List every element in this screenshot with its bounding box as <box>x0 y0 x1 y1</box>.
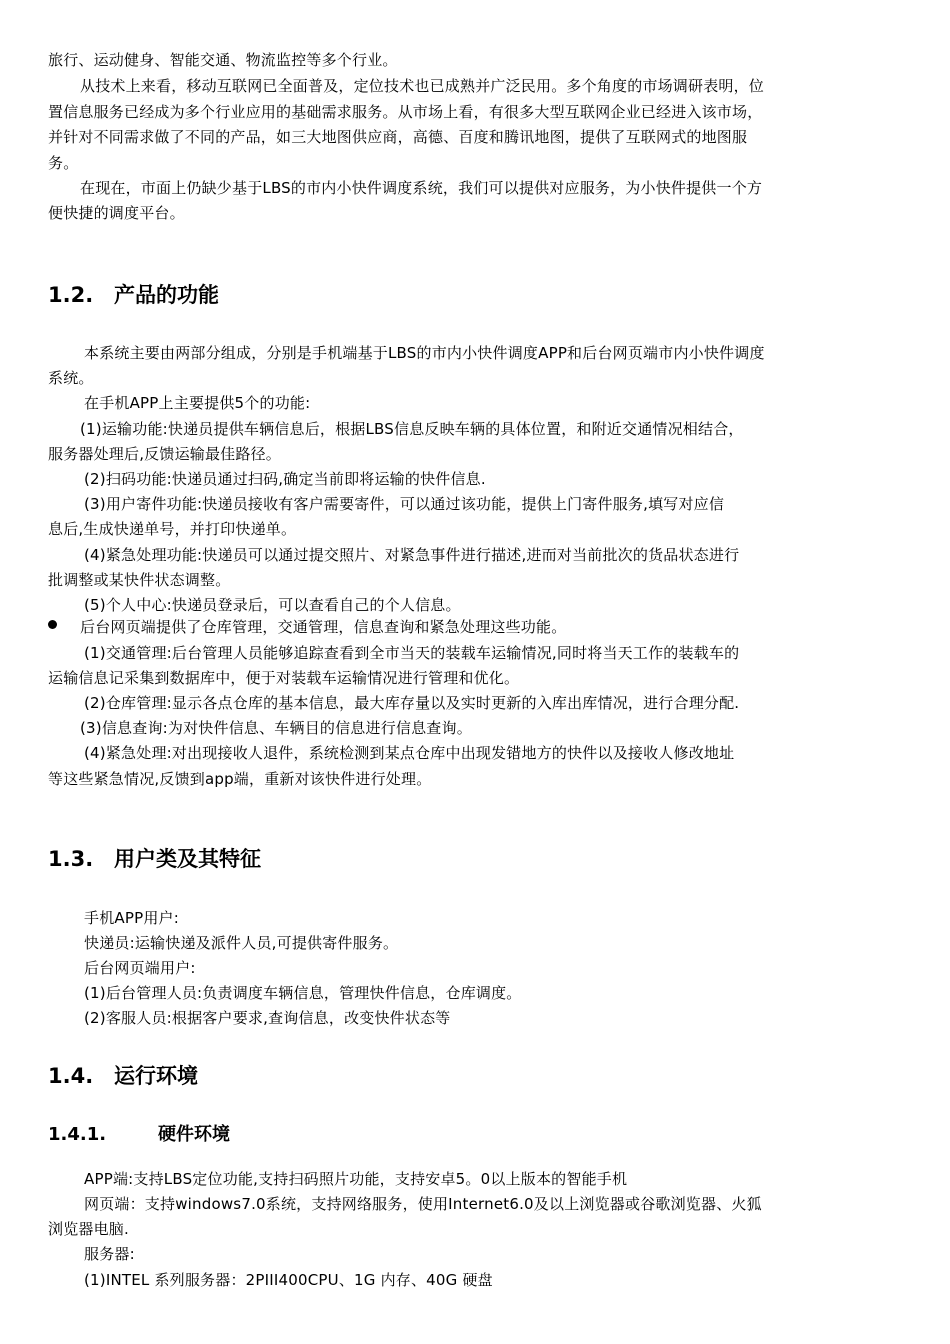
list-item: (1)后台管理人员:负责调度车辆信息，管理快件信息，仓库调度。 <box>84 984 522 1002</box>
section-title: 产品的功能 <box>114 283 219 307</box>
list-item: (4)紧急处理功能:快递员可以通过提交照片、对紧急事件进行描述,进而对当前批次的货品状态进行 <box>84 546 740 564</box>
section-heading <box>48 845 261 873</box>
list-item: (3)信息查询:为对快件信息、车辆目的信息进行信息查询。 <box>80 719 472 737</box>
section-number: 1.2. <box>48 283 94 307</box>
paragraph-line: 服务器: <box>84 1245 135 1263</box>
paragraph-line: APP端:支持LBS定位功能,支持扫码照片功能，支持安卓5。0以上版本的智能手机 <box>84 1170 628 1188</box>
section-heading <box>48 281 219 309</box>
paragraph-line: 批调整或某快件状态调整。 <box>48 571 231 589</box>
paragraph-line: 息后,生成快递单号，并打印快递单。 <box>48 520 297 538</box>
paragraph-line: 后台网页端用户: <box>84 959 196 977</box>
section-title: 用户类及其特征 <box>114 847 261 871</box>
list-item: (3)用户寄件功能:快递员接收有客户需要寄件，可以通过该功能，提供上门寄件服务,填写对应信 <box>84 495 725 513</box>
paragraph-line: 便快捷的调度平台。 <box>48 204 185 222</box>
list-item: (2)扫码功能:快递员通过扫码,确定当前即将运输的快件信息. <box>84 470 486 488</box>
list-item: (1)INTEL 系列服务器：2PIII400CPU、1G 内存、40G 硬盘 <box>84 1271 493 1289</box>
paragraph-line: 从技术上来看，移动互联网已全面普及，定位技术也已成熟并广泛民用。多个角度的市场调研表明，位 <box>80 77 765 95</box>
bullet-icon <box>48 620 57 629</box>
paragraph-line: 在现在，市面上仍缺少基于LBS的市内小快件调度系统，我们可以提供对应服务，为小快件提供一个方 <box>80 179 763 197</box>
list-item: (1)交通管理:后台管理人员能够追踪查看到全市当天的装载车运输情况,同时将当天工作的装载车的 <box>84 644 740 662</box>
section-title: 运行环境 <box>114 1064 198 1088</box>
paragraph-line: 手机APP用户: <box>84 909 180 927</box>
list-item: (5)个人中心:快递员登录后，可以查看自己的个人信息。 <box>84 596 461 614</box>
section-number: 1.3. <box>48 847 94 871</box>
list-item: (2)仓库管理:显示各点仓库的基本信息，最大库存量以及实时更新的入库出库情况，进行合理分配. <box>84 694 740 712</box>
paragraph-line: 本系统主要由两部分组成，分别是手机端基于LBS的市内小快件调度APP和后台网页端市内小快件调度 <box>84 344 765 362</box>
list-item: (1)运输功能:快递员提供车辆信息后，根据LBS信息反映车辆的具体位置，和附近交通情况相结合， <box>80 420 744 438</box>
subsection-heading <box>48 1123 230 1147</box>
section-number: 1.4. <box>48 1064 94 1088</box>
section-heading <box>48 1062 198 1090</box>
list-item: (4)紧急处理:对出现接收人退件，系统检测到某点仓库中出现发错地方的快件以及接收人修改地址 <box>84 744 735 762</box>
paragraph-line: 在手机APP上主要提供5个的功能: <box>84 394 311 412</box>
paragraph-line: 置信息服务已经成为多个行业应用的基础需求服务。从市场上看，有很多大型互联网企业已经进入该市场， <box>48 103 763 121</box>
bullet-item: 后台网页端提供了仓库管理，交通管理，信息查询和紧急处理这些功能。 <box>80 618 567 636</box>
paragraph-line: 浏览器电脑. <box>48 1220 129 1238</box>
subsection-title: 硬件环境 <box>158 1124 230 1145</box>
paragraph-line: 服务器处理后,反馈运输最佳路径。 <box>48 445 281 463</box>
paragraph-line: 快递员:运输快递及派件人员,可提供寄件服务。 <box>84 934 399 952</box>
paragraph-line: 网页端：支持windows7.0系统，支持网络服务，使用Internet6.0及以上浏览器或谷歌浏览器、火狐 <box>84 1195 762 1213</box>
paragraph-line: 务。 <box>48 154 79 172</box>
paragraph-line: 系统。 <box>48 369 94 387</box>
paragraph-line: 运输信息记采集到数据库中，便于对装载车运输情况进行管理和优化。 <box>48 669 520 687</box>
paragraph-line: 等这些紧急情况,反馈到app端，重新对该快件进行处理。 <box>48 770 432 788</box>
paragraph-line: 旅行、运动健身、智能交通、物流监控等多个行业。 <box>48 51 398 69</box>
subsection-number: 1.4.1. <box>48 1124 107 1145</box>
paragraph-line: 并针对不同需求做了不同的产品，如三大地图供应商，高德、百度和腾讯地图，提供了互联网式的地图服 <box>48 128 748 146</box>
list-item: (2)客服人员:根据客户要求,查询信息，改变快件状态等 <box>84 1009 451 1027</box>
